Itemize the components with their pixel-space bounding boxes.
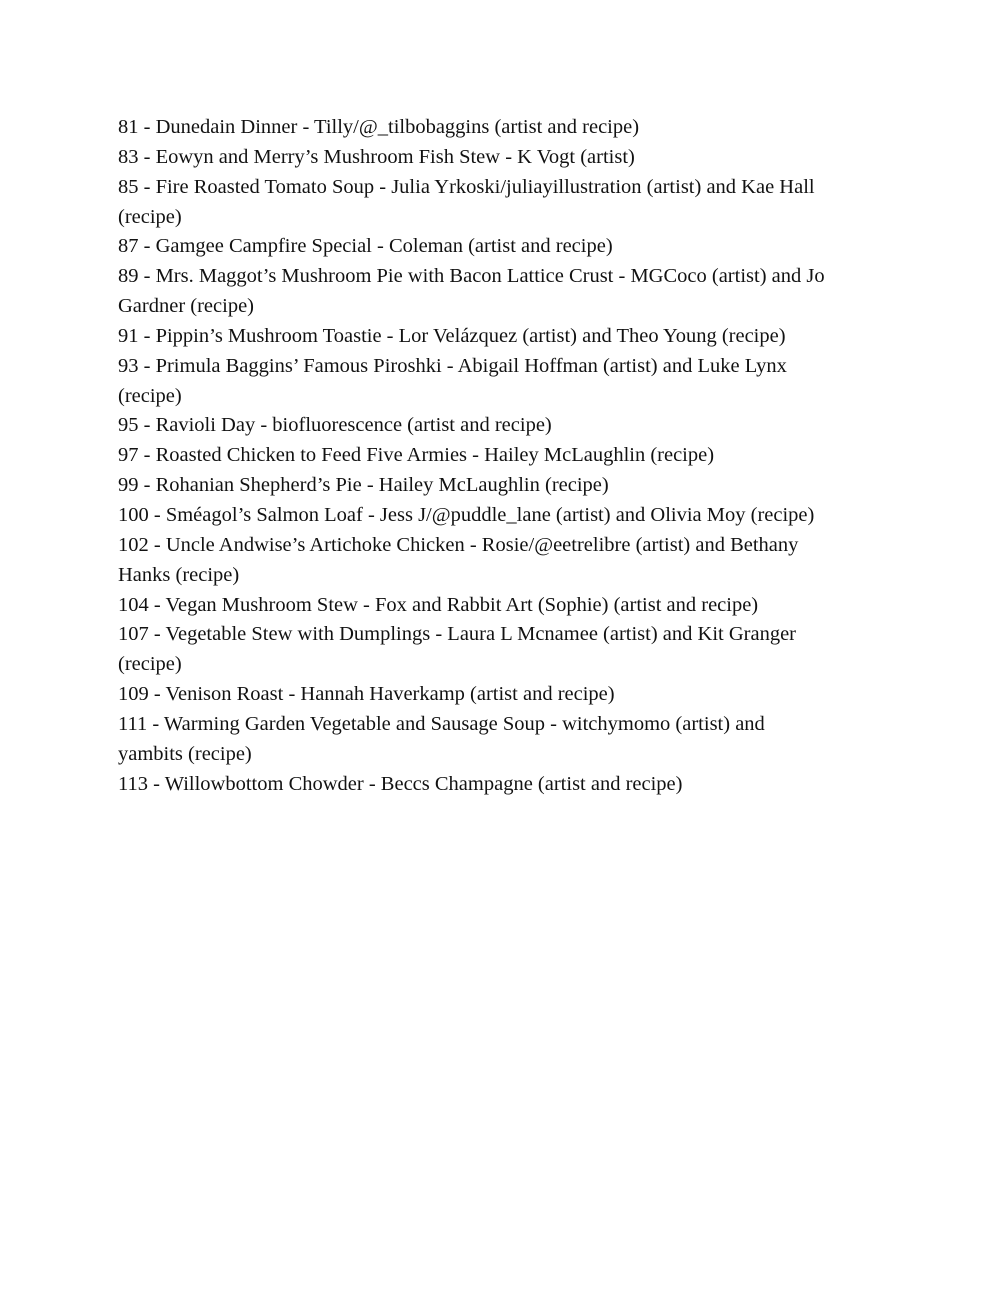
toc-entry-line: 100 - Sméagol’s Salmon Loaf - Jess J/@puddle_lane (artist) and Olivia Moy (recipe) (118, 503, 815, 526)
toc-entry-line: 107 - Vegetable Stew with Dumplings - Laura L Mcnamee (artist) and Kit Granger (118, 623, 797, 646)
toc-entry (118, 262, 918, 322)
toc-entry-line: 109 - Venison Roast - Hannah Haverkamp (artist and recipe) (118, 683, 615, 706)
toc-entry-line: 87 - Gamgee Campfire Special - Coleman (artist and recipe) (118, 235, 613, 258)
toc-entry (118, 232, 918, 262)
recipe-index-list (118, 113, 918, 799)
toc-entry-line: 83 - Eowyn and Merry’s Mushroom Fish Stew - K Vogt (artist) (118, 145, 635, 168)
toc-entry (118, 322, 918, 352)
toc-entry-line: 91 - Pippin’s Mushroom Toastie - Lor Velázquez (artist) and Theo Young (recipe) (118, 324, 786, 347)
toc-entry-line: Hanks (recipe) (118, 563, 240, 586)
toc-entry-line: 89 - Mrs. Maggot’s Mushroom Pie with Bacon Lattice Crust - MGCoco (artist) and Jo (118, 265, 825, 288)
toc-entry (118, 770, 918, 800)
toc-entry-line: 99 - Rohanian Shepherd’s Pie - Hailey McLaughlin (recipe) (118, 474, 609, 497)
toc-entry (118, 113, 918, 143)
toc-entry (118, 173, 918, 233)
toc-entry (118, 680, 918, 710)
toc-entry-line: 113 - Willowbottom Chowder - Beccs Champagne (artist and recipe) (118, 772, 683, 795)
toc-entry-line: 95 - Ravioli Day - biofluorescence (artist and recipe) (118, 414, 552, 437)
toc-entry (118, 710, 918, 770)
toc-entry-line: yambits (recipe) (118, 742, 252, 765)
toc-entry-line: 104 - Vegan Mushroom Stew - Fox and Rabbit Art (Sophie) (artist and recipe) (118, 593, 759, 616)
toc-entry (118, 591, 918, 621)
toc-entry-line: 93 - Primula Baggins’ Famous Piroshki - Abigail Hoffman (artist) and Luke Lynx (118, 354, 787, 377)
toc-entry-line: 81 - Dunedain Dinner - Tilly/@_tilbobaggins (artist and recipe) (118, 116, 640, 138)
toc-entry (118, 620, 918, 680)
toc-entry-line: 85 - Fire Roasted Tomato Soup - Julia Yrkoski/juliayillustration (artist) and Kae Hall (118, 175, 815, 198)
toc-entry (118, 143, 918, 173)
toc-entry (118, 531, 918, 591)
toc-entry-line: 97 - Roasted Chicken to Feed Five Armies - Hailey McLaughlin (recipe) (118, 444, 715, 467)
toc-entry-line: (recipe) (118, 205, 182, 228)
toc-entry (118, 501, 918, 531)
toc-entry (118, 352, 918, 412)
toc-entry-line: (recipe) (118, 653, 182, 676)
toc-entry (118, 411, 918, 441)
toc-entry-line: 102 - Uncle Andwise’s Artichoke Chicken - Rosie/@eetrelibre (artist) and Bethany (118, 533, 799, 556)
toc-entry (118, 441, 918, 471)
toc-entry-line: 111 - Warming Garden Vegetable and Sausage Soup - witchymomo (artist) and (118, 712, 765, 735)
toc-entry-line: Gardner (recipe) (118, 295, 255, 318)
toc-entry-line: (recipe) (118, 384, 182, 407)
toc-entry (118, 471, 918, 501)
